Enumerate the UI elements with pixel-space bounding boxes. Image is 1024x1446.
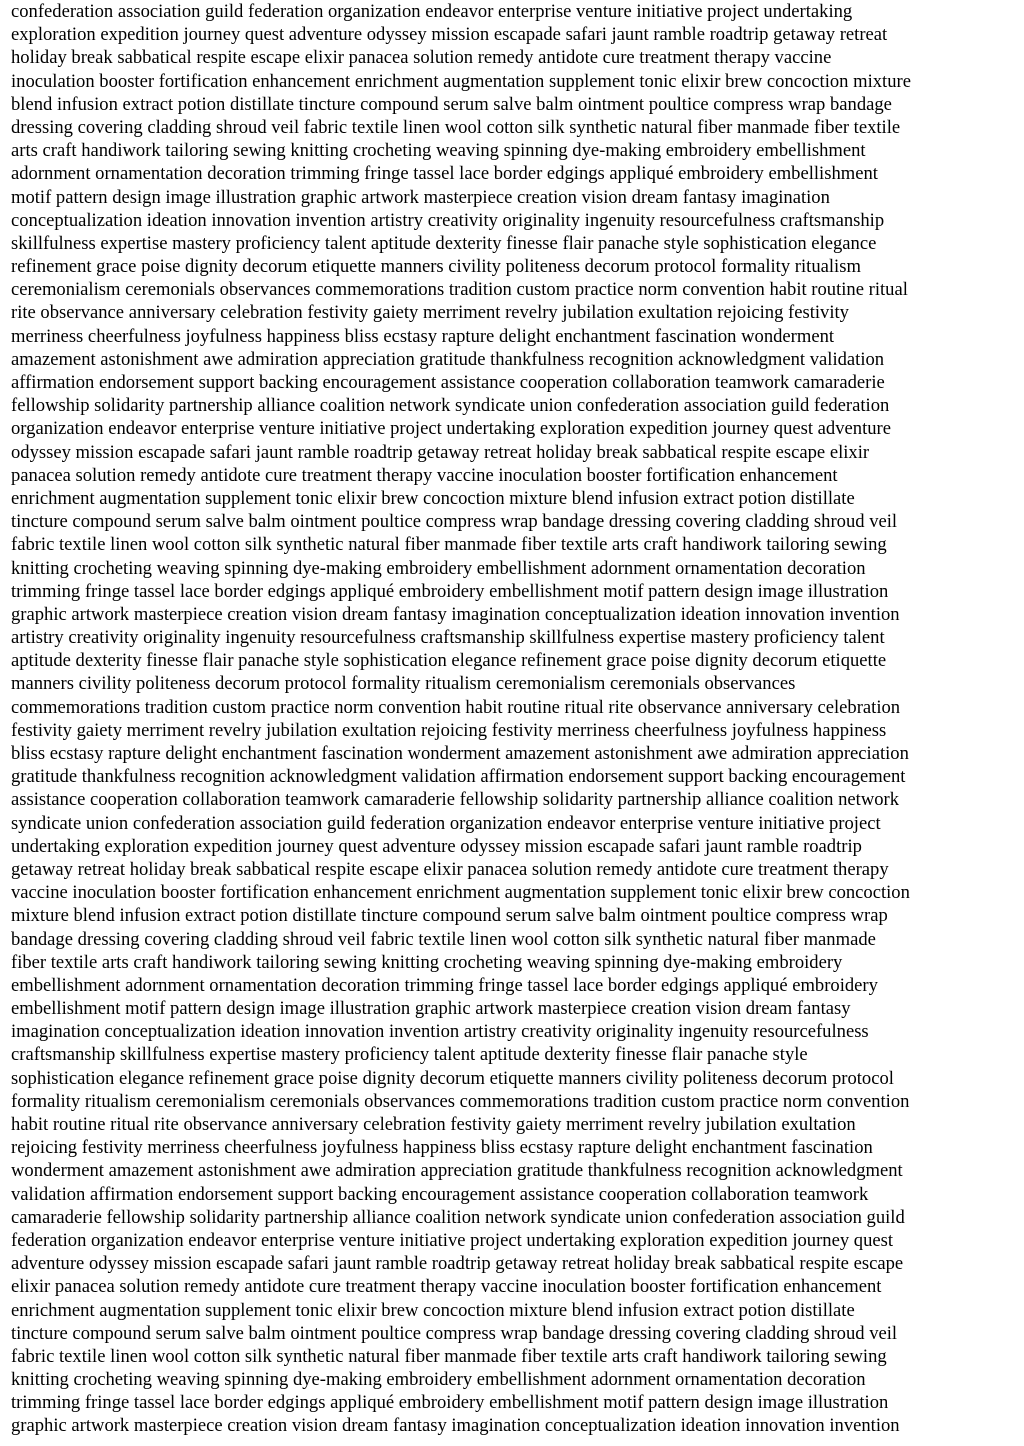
text-line: wonderment amazement astonishment awe admiration appreciation gratitude thankfulness recognition acknowledgment [11, 1160, 903, 1182]
text-line: validation affirmation endorsement support backing encouragement assistance cooperation collaboration teamwork [11, 1183, 869, 1205]
text-line: skillfulness expertise mastery proficiency talent aptitude dexterity finesse flair panache style sophistication elegance [11, 232, 877, 254]
text-line: motif pattern design image illustration graphic artwork masterpiece creation vision dream fantasy imagination [11, 186, 830, 208]
text-line: artistry creativity originality ingenuity resourcefulness craftsmanship skillfulness expertise mastery proficiency talent [11, 627, 885, 649]
text-line: affirmation endorsement support backing encouragement assistance cooperation collaboration teamwork camaraderie [11, 372, 885, 393]
text-line: fellowship solidarity partnership alliance coalition network syndicate union confederation association guild federation [11, 395, 890, 417]
text-line: commemorations tradition custom practice norm convention habit routine ritual rite observance anniversary celebration [11, 696, 901, 718]
text-line: imagination conceptualization ideation innovation invention artistry creativity originality ingenuity resourcefulness [11, 1021, 869, 1043]
text-line: camaraderie fellowship solidarity partnership alliance coalition network syndicate union confederation association guild [11, 1206, 905, 1228]
text-line: knitting crocheting weaving spinning dye-making embroidery embellishment adornment ornamentation decoration [11, 557, 866, 579]
text-line: holiday break sabbatical respite escape elixir panacea solution remedy antidote cure treatment therapy vaccine [11, 47, 832, 69]
text-line: graphic artwork masterpiece creation vision dream fantasy imagination conceptualization ideation innovation invention [11, 603, 900, 625]
text-line: tincture compound serum salve balm ointment poultice compress wrap bandage dressing covering cladding shroud veil [11, 511, 898, 533]
text-line: adventure odyssey mission escapade safari jaunt ramble roadtrip getaway retreat holiday break sabbatical respite escape [11, 1253, 904, 1275]
text-line: trimming fringe tassel lace border edgings appliqué embroidery embellishment motif pattern design image illustration [11, 1392, 889, 1414]
text-line: blend infusion extract potion distillate tincture compound serum salve balm ointment poultice compress wrap bandage [11, 93, 892, 115]
text-line: inoculation booster fortification enhancement enrichment augmentation supplement tonic elixir brew concoction mixture [11, 70, 911, 92]
text-line: getaway retreat holiday break sabbatical respite escape elixir panacea solution remedy antidote cure treatment therapy [11, 858, 889, 880]
text-line: amazement astonishment awe admiration appreciation gratitude thankfulness recognition acknowledgment validation [11, 348, 885, 370]
text-line: gratitude thankfulness recognition acknowledgment validation affirmation endorsement support backing encouragement [11, 766, 906, 788]
text-line: manners civility politeness decorum protocol formality ritualism ceremonialism ceremonials observances [11, 673, 796, 695]
text-line: syndicate union confederation association guild federation organization endeavor enterprise venture initiative project [11, 812, 881, 834]
text-line: merriness cheerfulness joyfulness happiness bliss ecstasy rapture delight enchantment fascination wonderment [11, 325, 835, 347]
text-line: rite observance anniversary celebration festivity gaiety merriment revelry jubilation exultation rejoicing festivity [11, 302, 849, 324]
text-line: dressing covering cladding shroud veil fabric textile linen wool cotton silk synthetic natural fiber manmade fiber textile [11, 116, 901, 138]
text-line: elixir panacea solution remedy antidote cure treatment therapy vaccine inoculation booster fortification enhancement [11, 1276, 882, 1298]
text-line: conceptualization ideation innovation invention artistry creativity originality ingenuity resourcefulness craftsmanship [11, 209, 885, 231]
text-line: graphic artwork masterpiece creation vision dream fantasy imagination conceptualization ideation innovation invention [11, 1415, 900, 1437]
text-line: organization endeavor enterprise venture initiative project undertaking exploration expedition journey quest adventure [11, 418, 891, 440]
text-line: panacea solution remedy antidote cure treatment therapy vaccine inoculation booster fortification enhancement [11, 464, 838, 486]
text-line: bandage dressing covering cladding shroud veil fabric textile linen wool cotton silk synthetic natural fiber manmade [11, 928, 876, 950]
text-line: festivity gaiety merriment revelry jubilation exultation rejoicing festivity merriness cheerfulness joyfulness happiness [11, 719, 887, 741]
text-line: fabric textile linen wool cotton silk synthetic natural fiber manmade fiber textile arts craft handiwork tailoring sewing [11, 1345, 887, 1367]
text-line: embellishment motif pattern design image illustration graphic artwork masterpiece creation vision dream fantasy [11, 998, 851, 1020]
text-line: formality ritualism ceremonialism ceremonials observances commemorations tradition custom practice norm convention [11, 1090, 910, 1112]
text-line: mixture blend infusion extract potion distillate tincture compound serum salve balm ointment poultice compress wrap [11, 905, 888, 927]
text-line: undertaking exploration expedition journey quest adventure odyssey mission escapade safari jaunt ramble roadtrip [11, 835, 862, 857]
text-line: vaccine inoculation booster fortification enhancement enrichment augmentation supplement tonic elixir brew concoction [11, 882, 910, 904]
text-line: fabric textile linen wool cotton silk synthetic natural fiber manmade fiber textile arts craft handiwork tailoring sewing [11, 534, 887, 556]
text-line: exploration expedition journey quest adventure odyssey mission escapade safari jaunt ramble roadtrip getaway retreat [11, 24, 888, 46]
text-line: craftsmanship skillfulness expertise mastery proficiency talent aptitude dexterity finesse flair panache style [11, 1044, 808, 1066]
text-line: trimming fringe tassel lace border edgings appliqué embroidery embellishment motif pattern design image illustration [11, 580, 889, 602]
text-line: enrichment augmentation supplement tonic elixir brew concoction mixture blend infusion extract potion distillate [11, 487, 855, 509]
text-line: rejoicing festivity merriness cheerfulness joyfulness happiness bliss ecstasy rapture delight enchantment fascination [11, 1137, 873, 1159]
text-line: bliss ecstasy rapture delight enchantment fascination wonderment amazement astonishment awe admiration appreciation [11, 743, 909, 764]
text-line: odyssey mission escapade safari jaunt ramble roadtrip getaway retreat holiday break sabbatical respite escape elixir [11, 441, 870, 463]
text-line: tincture compound serum salve balm ointment poultice compress wrap bandage dressing covering cladding shroud veil [11, 1322, 898, 1344]
text-line: aptitude dexterity finesse flair panache style sophistication elegance refinement grace poise dignity decorum etiquette [11, 650, 887, 672]
text-line: assistance cooperation collaboration teamwork camaraderie fellowship solidarity partnership alliance coalition network [11, 789, 900, 811]
text-line: knitting crocheting weaving spinning dye-making embroidery embellishment adornment ornamentation decoration [11, 1369, 866, 1391]
text-line: embellishment adornment ornamentation decoration trimming fringe tassel lace border edgings appliqué embroidery [11, 974, 878, 996]
text-line: enrichment augmentation supplement tonic elixir brew concoction mixture blend infusion extract potion distillate [11, 1299, 855, 1321]
text-line: confederation association guild federation organization endeavor enterprise venture initiative project undertaking [11, 1, 853, 22]
text-line: sophistication elegance refinement grace poise dignity decorum etiquette manners civility politeness decorum protocol [11, 1067, 894, 1089]
text-line: ceremonialism ceremonials observances commemorations tradition custom practice norm convention habit routine ritual [11, 279, 908, 301]
text-line: refinement grace poise dignity decorum etiquette manners civility politeness decorum protocol formality ritualism [11, 256, 861, 278]
text-line: fiber textile arts craft handiwork tailoring sewing knitting crocheting weaving spinning dye-making embroidery [11, 951, 843, 973]
text-line: federation organization endeavor enterprise venture initiative project undertaking exploration expedition journey quest [11, 1229, 894, 1251]
text-line: adornment ornamentation decoration trimming fringe tassel lace border edgings appliqué embroidery embellishment [11, 163, 878, 185]
text-line: arts craft handiwork tailoring sewing knitting crocheting weaving spinning dye-making embroidery embellishment [11, 140, 866, 162]
text-line: habit routine ritual rite observance anniversary celebration festivity gaiety merriment revelry jubilation exultation [11, 1114, 856, 1135]
